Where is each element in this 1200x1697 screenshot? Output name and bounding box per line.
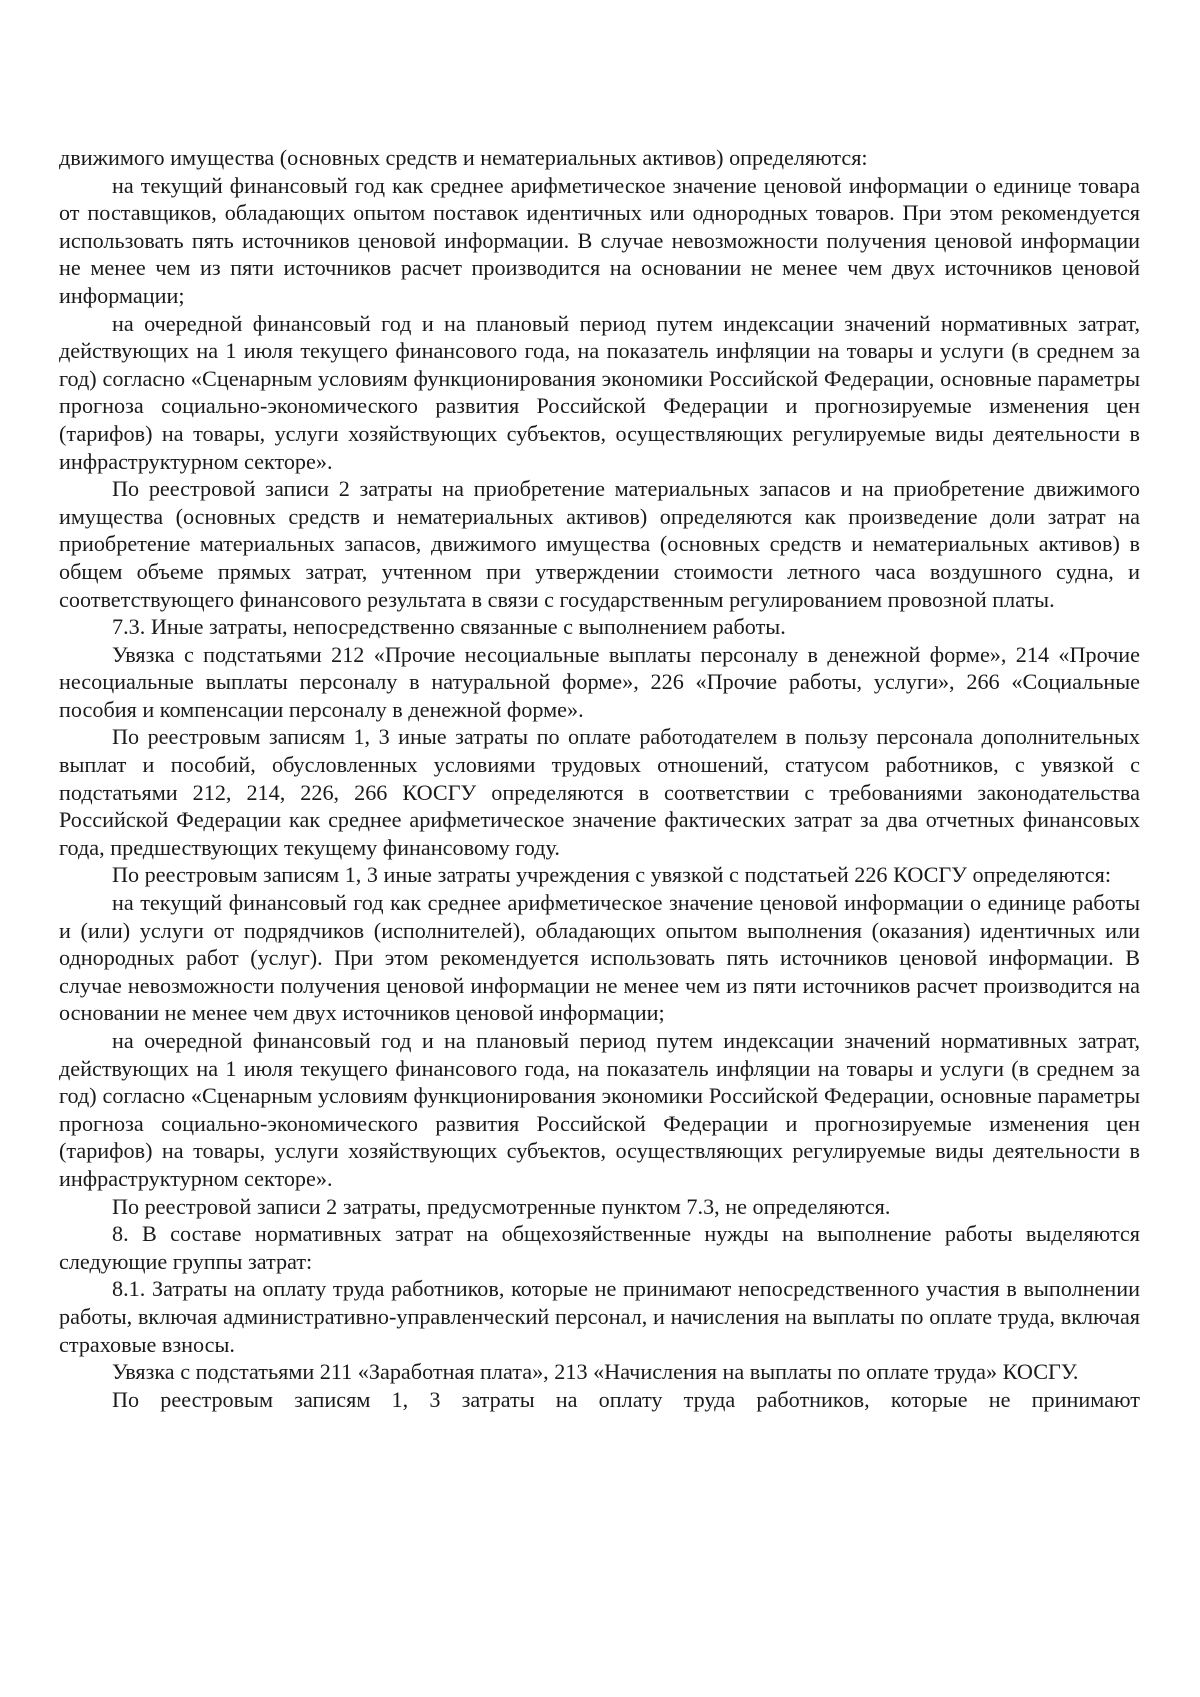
paragraph-7: По реестровым записям 1, 3 иные затраты по оплате работодателем в пользу персонала дополнительных выплат и пособий, обусловленных условиями трудовых отношений, статусом работников, с увязкой с подстатьями 212, 214, 226, 266 КОСГУ определяются в соответствии с требованиями законодательства Российской Федерации как среднее арифметическое значение фактических затрат за два отчетных финансовых года, предшествующих текущему финансовому году. [59,724,1140,860]
paragraph-14: Увязка с подстатьями 211 «Заработная плата», 213 «Начисления на выплаты по оплате труда» КОСГУ. [112,1359,1079,1385]
paragraph-4: По реестровой записи 2 затраты на приобретение материальных запасов и на приобретение движимого имущества (основных средств и нематериальных активов) определяются как произведение доли затрат на приобретение материальных запасов, движимого имущества (основных средств и нематериальных активов) в общем объеме прямых затрат, учтенном при утверждении стоимости летного часа воздушного судна, и соответствующего финансового результата в связи с государственным регулированием провозной платы. [59,476,1140,612]
paragraph-2: на текущий финансовый год как среднее арифметическое значение ценовой информации о единице товара от поставщиков, обладающих опытом поставок идентичных или однородных товаров. При этом рекомендуется использовать пять источников ценовой информации. В случае невозможности получения ценовой информации не менее чем из пяти источников расчет производится на основании не менее чем двух источников ценовой информации; [59,172,1140,308]
paragraph-6: Увязка с подстатьями 212 «Прочие несоциальные выплаты персоналу в денежной форме», 214 «Прочие несоциальные выплаты персоналу в натуральной форме», 226 «Прочие работы, услуги», 266 «Социальные пособия и компенсации персоналу в денежной форме». [59,641,1140,722]
paragraph-1: движимого имущества (основных средств и нематериальных активов) определяются: [59,145,868,170]
paragraph-13: 8.1. Затраты на оплату труда работников, которые не принимают непосредственного участия в выполнении работы, включая административно-управленческий персонал, и начисления на выплаты по оплате труда, включая страховые взносы. [59,1276,1140,1357]
document-body [59,144,1140,1413]
paragraph-11: По реестровой записи 2 затраты, предусмотренные пунктом 7.3, не определяются. [112,1193,891,1219]
paragraph-15: По реестровым записям 1, 3 затраты на оплату труда работников, которые не принимают [112,1386,1140,1412]
paragraph-10: на очередной финансовый год и на плановый период путем индексации значений нормативных затрат, действующих на 1 июля текущего финансового года, на показатель инфляции на товары и услуги (в среднем за год) согласно «Сценарным условиям функционирования экономики Российской Федерации, основные параметры прогноза социально-экономического развития Российской Федерации и прогнозируемые изменения цен (тарифов) на товары, услуги хозяйствующих субъектов, осуществляющих регулируемые виды деятельности в инфраструктурном секторе». [59,1028,1140,1191]
paragraph-9: на текущий финансовый год как среднее арифметическое значение ценовой информации о единице работы и (или) услуги от подрядчиков (исполнителей), обладающих опытом выполнения (оказания) идентичных или однородных работ (услуг). При этом рекомендуется использовать пять источников ценовой информации. В случае невозможности получения ценовой информации не менее чем из пяти источников расчет производится на основании не менее чем двух источников ценовой информации; [59,890,1140,1026]
paragraph-5: 7.3. Иные затраты, непосредственно связанные с выполнением работы. [112,614,786,640]
paragraph-8: По реестровым записям 1, 3 иные затраты учреждения с увязкой с подстатьей 226 КОСГУ определяются: [112,862,1111,888]
paragraph-3: на очередной финансовый год и на плановый период путем индексации значений нормативных затрат, действующих на 1 июля текущего финансового года, на показатель инфляции на товары и услуги (в среднем за год) согласно «Сценарным условиям функционирования экономики Российской Федерации, основные параметры прогноза социально-экономического развития Российской Федерации и прогнозируемые изменения цен (тарифов) на товары, услуги хозяйствующих субъектов, осуществляющих регулируемые виды деятельности в инфраструктурном секторе». [59,310,1140,474]
paragraph-12: 8. В составе нормативных затрат на общехозяйственные нужды на выполнение работы выделяются следующие группы затрат: [59,1221,1140,1274]
